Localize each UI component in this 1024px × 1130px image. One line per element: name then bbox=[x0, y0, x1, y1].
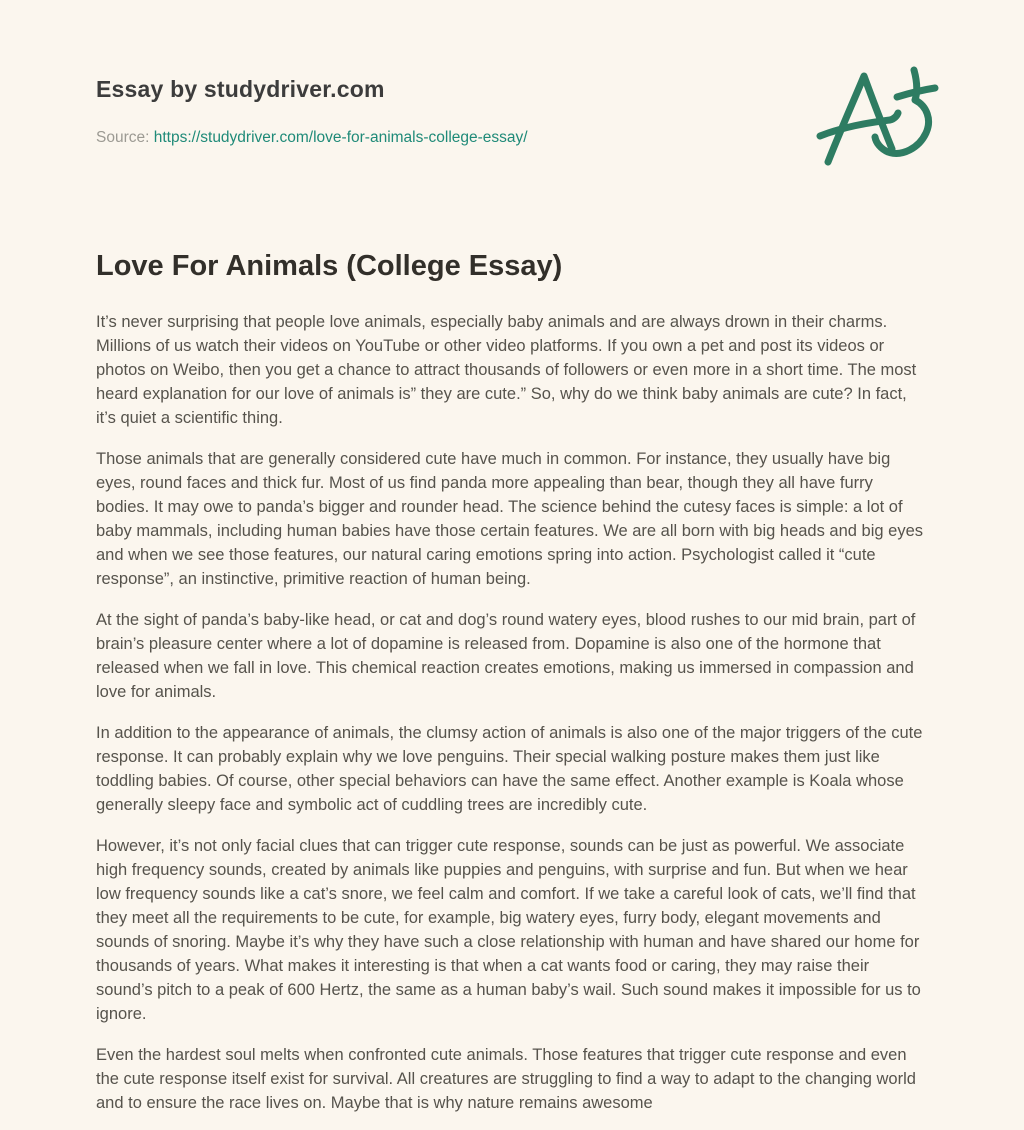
essay-paragraph: It’s never surprising that people love animals, especially baby animals and are always drown in their charms. Millions of us watch their videos on YouTube or other video platforms. If you own a pet and post its videos or photos on Weibo, then you get a chance to attract thousands of followers or even more in a short time. The most heard explanation for our love of animals is” they are cute.” So, why do we think baby animals are cute? In fact, it’s quiet a scientific thing. bbox=[96, 312, 917, 427]
essay-paragraph: Even the hardest soul melts when confronted cute animals. Those features that trigger cute response and even the cute response itself exist for survival. All creatures are struggling to find a way to adapt to the changing world and to ensure the race lives on. Maybe that is why nature remains awesome bbox=[96, 1045, 916, 1112]
essay-paragraph: Those animals that are generally considered cute have much in common. For instance, they usually have big eyes, round faces and thick fur. Most of us find panda more appealing than bear, though they all have furry bodies. It may owe to panda’s bigger and rounder head. The science behind the cutesy faces is simple: a lot of baby mammals, including human babies have those certain features. We are all born with big heads and big eyes and when we see those features, our natural caring emotions spring into action. Psychologist called it “cute response”, an instinctive, primitive reaction of human being. bbox=[96, 449, 924, 588]
essay-title: Love For Animals (College Essay) bbox=[96, 250, 563, 282]
page-header bbox=[96, 76, 927, 147]
a-plus-logo bbox=[813, 63, 945, 177]
essay-body bbox=[96, 310, 927, 1115]
essay-paragraph: In addition to the appearance of animals, the clumsy action of animals is also one of the major triggers of the cute response. It can probably explain why we love penguins. Their special walking posture makes them just like toddling babies. Of course, other special behaviors can have the same effect. Another example is Koala whose generally sleepy face and symbolic act of cuddling trees are incredibly cute. bbox=[96, 723, 923, 814]
source-label: Source: bbox=[96, 129, 150, 146]
essay-paragraph: However, it’s not only facial clues that can trigger cute response, sounds can be just as powerful. We associate high frequency sounds, created by animals like puppies and penguins, with surprise and fun. But when we hear low frequency sounds like a cat’s snore, we feel calm and comfort. If we take a careful look of cats, we’ll find that they meet all the requirements to be cute, for example, big watery eyes, furry body, elegant movements and sounds of snoring. Maybe it’s why they have such a close relationship with human and have shared our home for thousands of years. What makes it interesting is that when a cat wants food or caring, they may raise their sound’s pitch to a peak of 600 Hertz, the same as a human baby’s wail. Such sound makes it impossible for us to ignore. bbox=[96, 836, 921, 1023]
site-title: Essay by studydriver.com bbox=[96, 76, 385, 102]
a-plus-logo-icon bbox=[813, 63, 945, 177]
source-link[interactable]: https://studydriver.com/love-for-animals-college-essay/ bbox=[153, 129, 528, 146]
essay-paragraph: At the sight of panda’s baby-like head, or cat and dog’s round watery eyes, blood rushes to our mid brain, part of brain’s pleasure center where a lot of dopamine is released from. Dopamine is also one of the hormone that released when we fall in love. This chemical reaction creates emotions, making us immersed in compassion and love for animals. bbox=[96, 610, 916, 701]
source-line bbox=[96, 129, 927, 147]
